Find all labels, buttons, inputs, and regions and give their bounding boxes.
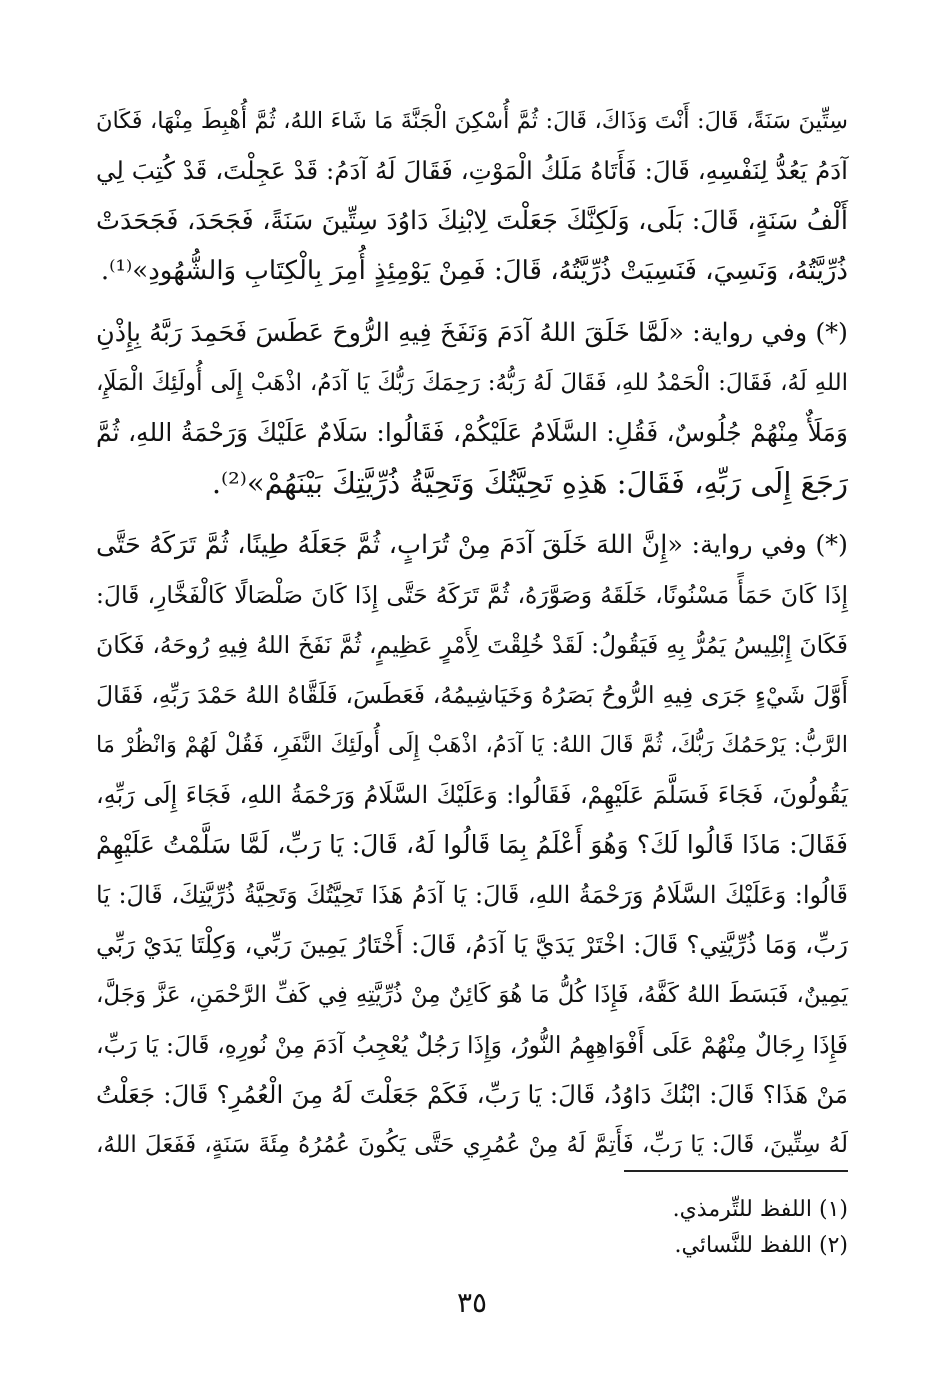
paragraph-1	[96, 96, 848, 296]
text-line: رَبِّ، وَمَا ذُرِّيَّتِي؟ قَالَ: اخْتَرْ يَدَيَّ يَا آدَمُ، قَالَ: أَخْتَارُ يَمِينَ رَبِّي، وَكِلْتَا يَدَيْ رَبِّي	[96, 930, 848, 959]
text-line: ذُرِّيَّتُهُ، وَنَسِيَ، فَنَسِيَتْ ذُرِّيَّتُهُ، قَالَ: فَمِنْ يَوْمِئِذٍ أُمِرَ بِالْكِتَابِ وَالشُّهُودِ»⁽¹⁾.	[100, 256, 848, 286]
text-line: سِتِّينَ سَنَةً، قَالَ: أَنْتَ وَذَاكَ، قَالَ: ثُمَّ أُسْكِنَ الْجَنَّةَ مَا شَاءَ اللهُ، ثُمَّ أُهْبِطَ مِنْهَا، فَكَانَ	[96, 108, 848, 134]
text-line: مَنْ هَذَا؟ قَالَ: ابْنُكَ دَاوُدُ، قَالَ: يَا رَبِّ، فَكَمْ جَعَلْتَ لَهُ مِنَ الْعُمُرِ؟ قَالَ: جَعَلْتُ	[96, 1080, 848, 1109]
footnote-1: (١) اللفظ للتِّرمذي.	[672, 1197, 848, 1222]
text-line: قَالُوا: وَعَلَيْكَ السَّلَامُ وَرَحْمَةُ اللهِ، قَالَ: يَا آدَمُ هَذَا تَحِيَّتُكَ وَتَحِيَّةُ ذُرِّيَّتِكَ، قَالَ: يَا	[96, 881, 849, 909]
page-number: ٣٥	[456, 1286, 488, 1319]
text-line: رَجَعَ إِلَى رَبِّهِ، فَقَالَ: هَذِهِ تَحِيَّتُكَ وَتَحِيَّةُ ذُرِّيَّتِكَ بَيْنَهُمْ»⁽²⁾.	[211, 466, 848, 500]
footnote-divider	[624, 1170, 848, 1172]
text-line: فَكَانَ إِبْلِيسُ يَمُرُّ بِهِ فَيَقُولُ: لَقَدْ خُلِقْتَ لِأَمْرٍ عَظِيمٍ، ثُمَّ نَفَخَ اللهُ فِيهِ رُوحَهُ، فَكَانَ	[96, 631, 848, 659]
text-line: (*) وفي رواية: «إِنَّ اللهَ خَلَقَ آدَمَ مِنْ تُرَابٍ، ثُمَّ جَعَلَهُ طِينًا، ثُمَّ تَرَكَهُ حَتَّى	[96, 530, 848, 560]
text-line: آدَمُ يَعُدُّ لِنَفْسِهِ، قَالَ: فَأَتَاهُ مَلَكُ الْمَوْتِ، فَقَالَ لَهُ آدَمُ: قَدْ عَجِلْتَ، قَدْ كُتِبَ لِي	[96, 156, 848, 185]
text-line: اللهِ لَهُ، فَقَالَ: الْحَمْدُ للهِ، فَقَالَ لَهُ رَبُّهُ: رَحِمَكَ رَبُّكَ يَا آدَمُ، اذْهَبْ إِلَى أُولَئِكَ الْمَلَإِ،	[96, 370, 848, 396]
text-line: لَهُ سِتِّينَ، قَالَ: يَا رَبِّ، فَأَتِمَّ لَهُ مِنْ عُمُرِي حَتَّى يَكُونَ عُمُرُهُ مِئَةَ سَنَةٍ، فَفَعَلَ اللهُ،	[96, 1132, 848, 1158]
paragraph-2	[96, 308, 848, 508]
main-text	[96, 96, 848, 1170]
text-line: أَوَّلَ شَيْءٍ جَرَى فِيهِ الرُّوحُ بَصَرُهُ وَخَيَاشِيمُهُ، فَعَطَسَ، فَلَقَّاهُ اللهُ حَمْدَ رَبِّهِ، فَقَالَ	[96, 681, 848, 709]
text-line: وَمَلَأٌ مِنْهُمْ جُلُوسٌ، فَقُلِ: السَّلَامُ عَلَيْكُمْ، فَقَالُوا: سَلَامٌ عَلَيْكَ وَرَحْمَةُ اللهِ، ثُمَّ	[96, 418, 848, 447]
text-line: إِذَا كَانَ حَمَأً مَسْنُونًا، خَلَقَهُ وَصَوَّرَهُ، ثُمَّ تَرَكَهُ حَتَّى إِذَا كَانَ صَلْصَالًا كَالْفَخَّارِ، قَالَ:	[96, 581, 848, 609]
text-line: (*) وفي رواية: «لَمَّا خَلَقَ اللهُ آدَمَ وَنَفَخَ فِيهِ الرُّوحَ عَطَسَ فَحَمِدَ رَبَّهُ بِإِذْنِ	[96, 318, 848, 348]
footnotes	[560, 1192, 848, 1264]
text-line: الرَّبُّ: يَرْحَمُكَ رَبُّكَ، ثُمَّ قَالَ اللهُ: يَا آدَمُ، اذْهَبْ إِلَى أُولَئِكَ النَّفَرِ، فَقُلْ لَهُمْ وَانْظُرْ مَا	[96, 732, 848, 758]
text-line: يَمِينٌ، فَبَسَطَ اللهُ كَفَّهُ، فَإِذَا كُلُّ مَا هُوَ كَائِنٌ مِنْ ذُرِّيَّتِهِ فِي كَفِّ الرَّحْمَنِ، عَزَّ وَجَلَّ،	[96, 982, 848, 1008]
text-line: أَلْفُ سَنَةٍ، قَالَ: بَلَى، وَلَكِنَّكَ جَعَلْتَ لِابْنِكَ دَاوُدَ سِتِّينَ سَنَةً، فَجَحَدَ، فَجَحَدَتْ	[96, 206, 848, 236]
text-line: فَقَالَ: مَاذَا قَالُوا لَكَ؟ وَهُوَ أَعْلَمُ بِمَا قَالُوا لَهُ، قَالَ: يَا رَبِّ، لَمَّا سَلَّمْتُ عَلَيْهِمْ	[96, 830, 848, 859]
footnote-2: (٢) اللفظ للنَّسائي.	[674, 1233, 848, 1258]
text-line: فَإِذَا رِجَالٌ مِنْهُمْ عَلَى أَفْوَاهِهِمُ النُّورُ، وَإِذَا رَجُلٌ يُعْجِبُ آدَمَ مِنْ نُورِهِ، قَالَ: يَا رَبِّ،	[96, 1031, 848, 1059]
paragraph-3	[96, 520, 848, 1170]
text-line: يَقُولُونَ، فَجَاءَ فَسَلَّمَ عَلَيْهِمْ، فَقَالُوا: وَعَلَيْكَ السَّلَامُ وَرَحْمَةُ اللهِ، فَجَاءَ إِلَى رَبِّهِ،	[96, 781, 848, 809]
